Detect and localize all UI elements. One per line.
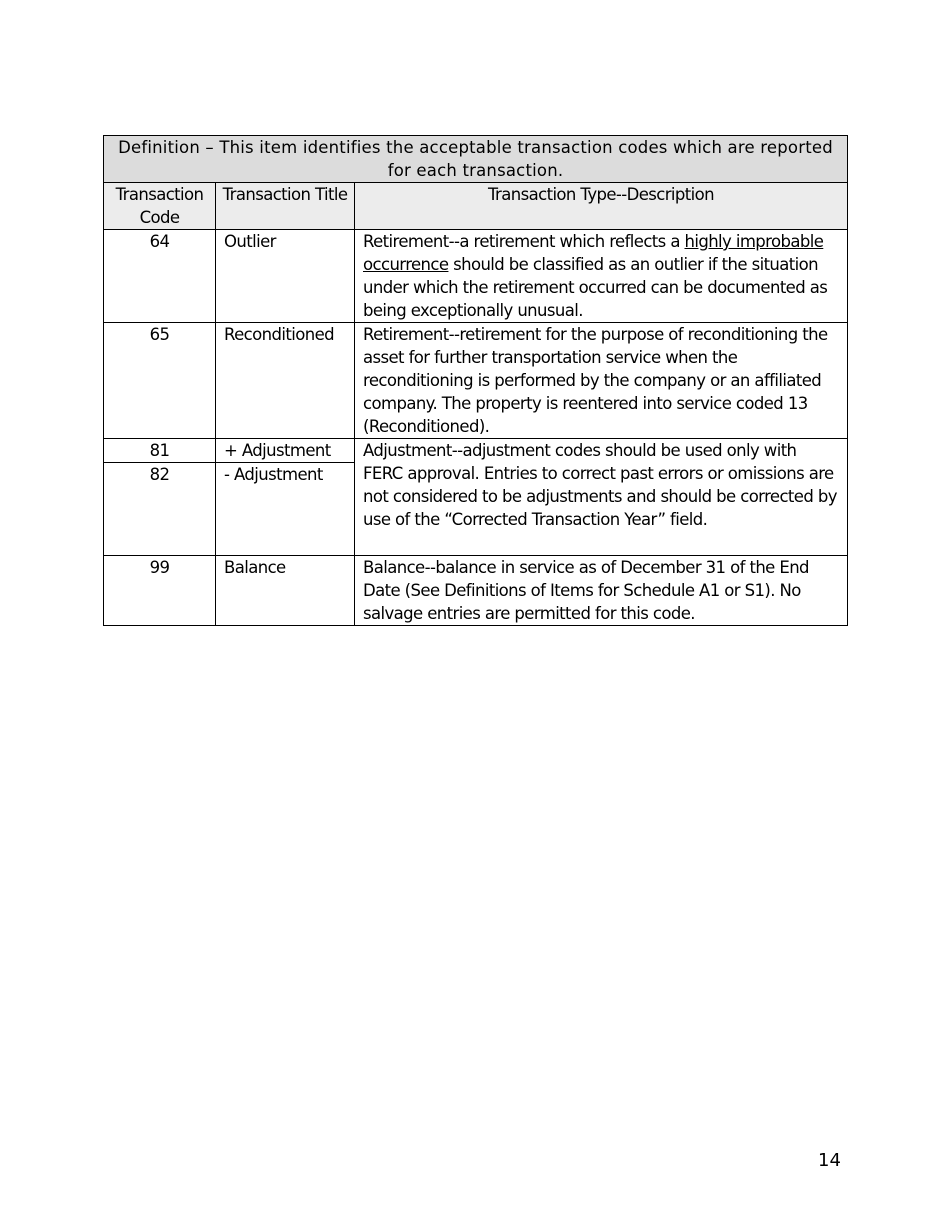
transaction-codes-table <box>103 135 848 626</box>
header-transaction-title: Transaction Title <box>216 183 355 230</box>
table-row <box>104 323 848 439</box>
transaction-code: 81 <box>104 439 216 463</box>
definition-text: Definition – This item identifies the acceptable transaction codes which are reported for each transaction. <box>104 136 848 183</box>
header-transaction-description: Transaction Type--Description <box>355 183 848 230</box>
transaction-title: Reconditioned <box>216 323 355 439</box>
header-transaction-code: Transaction Code <box>104 183 216 230</box>
definition-row <box>104 136 848 183</box>
description-text: Retirement--a retirement which reflects a <box>363 232 685 251</box>
header-row <box>104 183 848 230</box>
description-text: should be classified as an outlier if the situation under which the retirement occurred can be documented as being exceptionally unusual. <box>363 255 828 320</box>
transaction-code: 99 <box>104 556 216 626</box>
transaction-title: + Adjustment <box>216 439 355 463</box>
transaction-title: Balance <box>216 556 355 626</box>
transaction-code: 65 <box>104 323 216 439</box>
table-row <box>104 556 848 626</box>
transaction-description: Adjustment--adjustment codes should be used only with FERC approval. Entries to correct past errors or omissions are not considered to be adjustments and should be corrected by use of the “Corrected Transaction Year” field. <box>355 439 848 556</box>
transaction-title: Outlier <box>216 230 355 323</box>
transaction-code: 64 <box>104 230 216 323</box>
transaction-description <box>355 230 848 323</box>
table-row <box>104 439 848 463</box>
table-row <box>104 230 848 323</box>
transaction-description: Balance--balance in service as of December 31 of the End Date (See Definitions of Items for Schedule A1 or S1). No salvage entries are permitted for this code. <box>355 556 848 626</box>
transaction-code: 82 <box>104 463 216 556</box>
transaction-description: Retirement--retirement for the purpose of reconditioning the asset for further transportation service when the reconditioning is performed by the company or an affiliated company. The property is reentered into service coded 13 (Reconditioned). <box>355 323 848 439</box>
transaction-title: - Adjustment <box>216 463 355 556</box>
underlined-text: highly improbable occurrence <box>363 232 824 274</box>
page-number: 14 <box>818 1150 841 1171</box>
